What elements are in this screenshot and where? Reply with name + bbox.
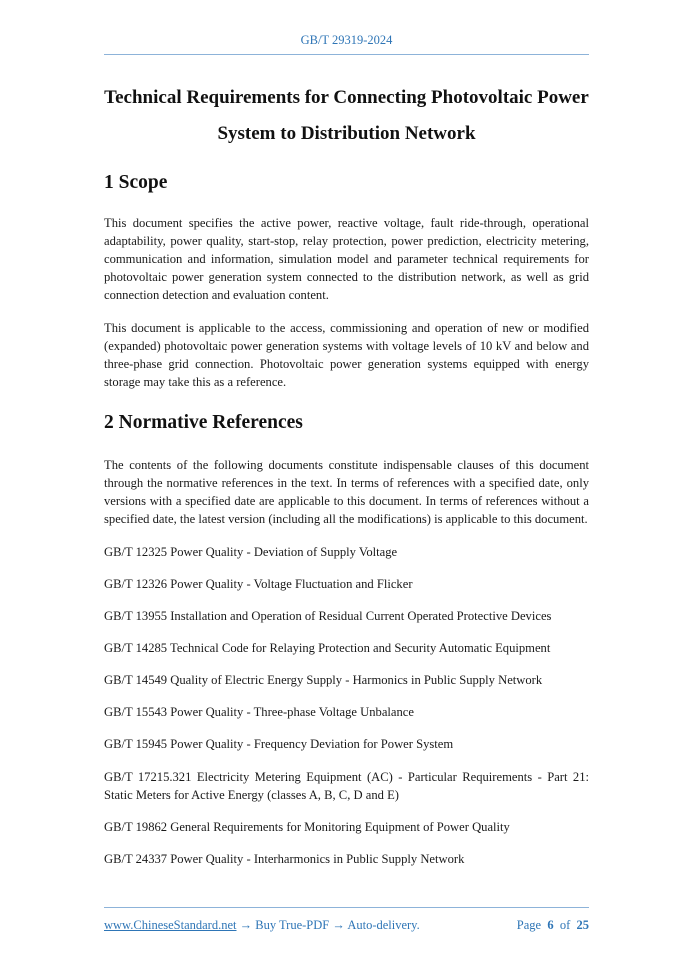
reference-item: GB/T 19862 General Requirements for Monitoring Equipment of Power Quality [104,820,510,834]
section-heading-normative-references: 2 Normative References [104,412,303,433]
reference-item: GB/T 12325 Power Quality - Deviation of Supply Voltage [104,545,398,559]
chinese-standard-link[interactable]: www.ChineseStandard.net [104,918,237,932]
document-code-header: GB/T 29319-2024 [300,33,393,47]
normative-references-intro: The contents of the following documents constitute indispensable clauses of this document through the normative references in the text. In terms of references with a specified date, only versions with a specified date are applicable to this document. In terms of references without a specified date, the latest version (including all the modifications) is applicable to this document. [104,458,589,526]
document-title-line-1: Technical Requirements for Connecting Photovoltaic Power [104,87,589,108]
arrow-right-icon: → [239,918,253,932]
page-number [517,918,589,933]
auto-delivery-text: Auto-delivery. [347,918,420,932]
scope-paragraph-2: This document is applicable to the access, commissioning and operation of new or modified (expanded) photovoltaic power generation systems with voltage levels of 10 kV and below and three-phase grid connection. Photovoltaic power generation systems equipped with energy storage may take this as a reference. [104,321,589,389]
page-of-label: of [559,918,571,932]
section-heading-scope: 1 Scope [104,172,168,193]
reference-item: GB/T 14285 Technical Code for Relaying Protection and Security Automatic Equipment [104,641,551,655]
reference-item: GB/T 15945 Power Quality - Frequency Deviation for Power System [104,737,454,751]
header-divider [104,54,589,55]
page-footer [104,918,589,933]
footer-divider [104,907,589,908]
reference-item: GB/T 12326 Power Quality - Voltage Fluctuation and Flicker [104,577,413,591]
reference-item: GB/T 13955 Installation and Operation of Residual Current Operated Protective Devices [104,609,552,623]
reference-item: GB/T 15543 Power Quality - Three-phase Voltage Unbalance [104,705,414,719]
page-current: 6 [547,918,554,932]
arrow-right-icon: → [332,918,345,932]
scope-paragraph-1: This document specifies the active power, reactive voltage, fault ride-through, operational adaptability, power quality, start-stop, relay protection, power prediction, electricity metering, communication and information, simulation model and parameter technical requirements for photovoltaic power generation system connected to the distribution network, as well as grid connection detection and evaluation content. [104,216,589,302]
page-label: Page [516,918,542,932]
reference-item: GB/T 24337 Power Quality - Interharmonics in Public Supply Network [104,852,465,866]
page-total: 25 [576,918,589,932]
reference-item: GB/T 14549 Quality of Electric Energy Supply - Harmonics in Public Supply Network [104,673,543,687]
reference-item: GB/T 17215.321 Electricity Metering Equipment (AC) - Particular Requirements - Part 21: Static Meters for Active Energy (classes A, B, C, D and E) [104,770,589,802]
buy-true-pdf-text: Buy True-PDF [255,918,330,932]
document-title-line-2: System to Distribution Network [217,123,476,144]
